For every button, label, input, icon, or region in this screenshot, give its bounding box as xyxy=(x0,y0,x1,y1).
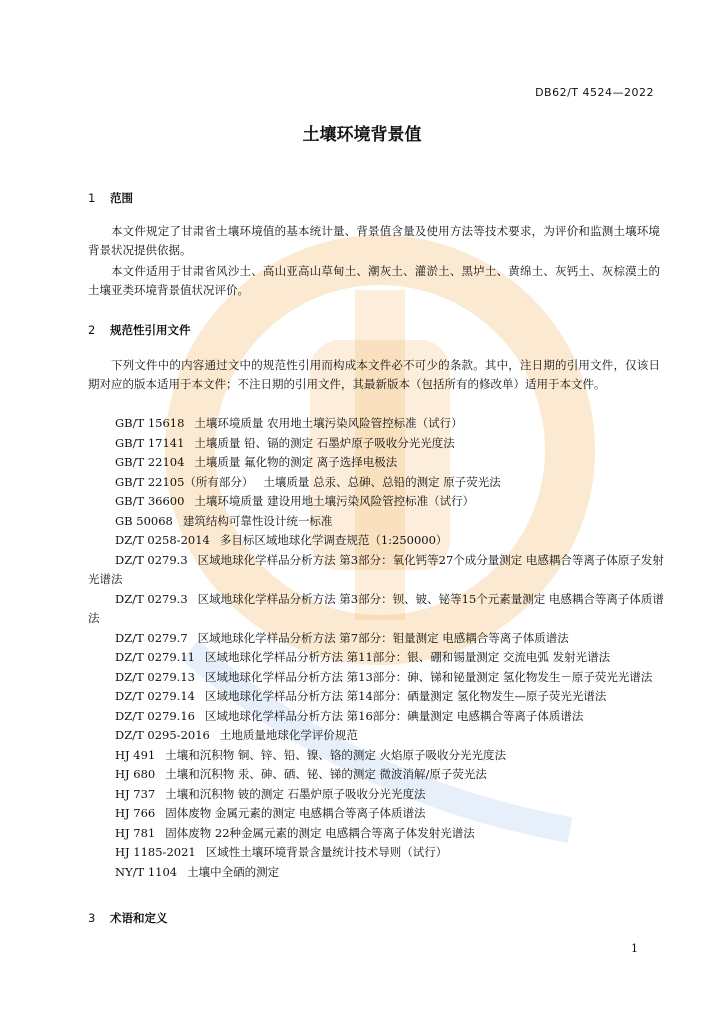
reference-item xyxy=(88,804,668,824)
reference-code: DZ/T 0279.14 xyxy=(115,689,195,703)
reference-code: HJ 680 xyxy=(115,767,156,781)
reference-item xyxy=(88,687,668,707)
reference-code: GB/T 15618 xyxy=(115,416,185,430)
section-number: 1 xyxy=(88,191,96,205)
reference-title: 区域地球化学样品分析方法 第14部分：硒量测定 氢化物发生—原子荧光光谱法 xyxy=(204,689,607,703)
reference-item xyxy=(88,512,668,532)
reference-title: 区域地球化学样品分析方法 第16部分：碘量测定 电感耦合等离子体质谱法 xyxy=(204,708,584,723)
reference-title: 固体废物 22种金属元素的测定 电感耦合等离子体发射光谱法 xyxy=(165,825,475,840)
section-number: 2 xyxy=(88,323,96,337)
reference-item xyxy=(88,453,668,473)
reference-item xyxy=(88,746,668,766)
reference-title: 区域地球化学样品分析方法 第7部分：钼量测定 电感耦合等离子体质谱法 xyxy=(197,630,569,645)
reference-code: HJ 766 xyxy=(115,806,156,820)
reference-code: GB/T 36600 xyxy=(115,494,185,508)
reference-title: 区域地球化学样品分析方法 第3部分：氧化钙等27个成分量测定 电感耦合等离子体原子发射光谱法 xyxy=(88,552,664,586)
reference-item xyxy=(88,492,668,512)
reference-code: HJ 491 xyxy=(115,747,156,762)
reference-list xyxy=(88,414,668,882)
reference-code: HJ 737 xyxy=(115,786,156,801)
reference-title: 区域地球化学样品分析方法 第13部分：砷、锑和铋量测定 氢化物发生－原子荧光光谱法 xyxy=(204,669,653,684)
reference-title: 土壤和沉积物 铜、锌、铅、镍、铬的测定 火焰原子吸收分光光度法 xyxy=(165,747,507,762)
reference-item xyxy=(88,785,668,805)
reference-item xyxy=(88,707,668,727)
reference-item xyxy=(88,863,668,883)
reference-item xyxy=(88,765,668,785)
scope-paragraph: 本文件适用于甘肃省风沙土、高山亚高山草甸土、潮灰土、灌淤土、黑垆土、黄绵土、灰钙土、灰棕漠土的土壤亚类环境背景值状况评价。 xyxy=(88,264,660,297)
reference-title: 土壤中全硒的测定 xyxy=(187,864,280,879)
reference-code: GB/T 22105（所有部分） xyxy=(115,474,254,489)
reference-item xyxy=(88,551,668,590)
reference-title: 区域地球化学样品分析方法 第3部分：钡、铍、铋等15个元素量测定 电感耦合等离子体质谱法 xyxy=(88,591,664,625)
reference-code: HJ 1185-2021 xyxy=(115,845,196,859)
reference-title: 土壤环境质量 农用地土壤污染风险管控标准（试行） xyxy=(194,416,463,430)
section-heading-terms xyxy=(88,910,168,926)
reference-code: DZ/T 0279.3 xyxy=(115,552,188,567)
section-title: 术语和定义 xyxy=(110,911,168,925)
reference-code: GB/T 22104 xyxy=(115,455,185,469)
reference-item xyxy=(88,843,668,863)
reference-title: 土壤和沉积物 汞、砷、硒、铋、锑的测定 微波消解/原子荧光法 xyxy=(165,767,487,781)
reference-item xyxy=(88,726,668,746)
reference-title: 固体废物 金属元素的测定 电感耦合等离子体质谱法 xyxy=(165,806,426,820)
reference-item xyxy=(88,531,668,551)
reference-code: DZ/T 0279.11 xyxy=(115,650,195,664)
reference-code: DZ/T 0279.3 xyxy=(115,591,188,606)
section-title: 范围 xyxy=(110,191,133,205)
reference-code: GB/T 17141 xyxy=(115,435,185,450)
reference-title: 土壤质量 总汞、总砷、总铅的测定 原子荧光法 xyxy=(263,474,501,489)
document-title: 土壤环境背景值 xyxy=(302,125,422,145)
reference-code: DZ/T 0258-2014 xyxy=(115,533,210,547)
reference-code: DZ/T 0279.7 xyxy=(115,630,188,645)
normative-intro-paragraph: 下列文件中的内容通过文中的规范性引用而构成本文件必不可少的条款。其中，注日期的引用文件，仅该日期对应的版本适用于本文件；不注日期的引用文件，其最新版本（包括所有的修改单）适用于本文件。 xyxy=(88,358,660,391)
reference-code: DZ/T 0279.13 xyxy=(115,669,195,684)
reference-title: 土壤环境质量 建设用地土壤污染风险管控标准（试行） xyxy=(194,494,475,508)
reference-title: 建筑结构可靠性设计统一标准 xyxy=(182,513,333,528)
reference-item xyxy=(88,473,668,493)
reference-title: 土壤和沉积物 铍的测定 石墨炉原子吸收分光光度法 xyxy=(165,786,426,801)
reference-item xyxy=(88,590,668,629)
reference-title: 土壤质量 铅、镉的测定 石墨炉原子吸收分光光度法 xyxy=(194,435,455,450)
reference-item xyxy=(88,434,668,454)
reference-title: 土壤质量 氟化物的测定 离子选择电极法 xyxy=(194,455,398,469)
section-heading-normative-references xyxy=(88,322,191,338)
reference-title: 土地质量地球化学评价规范 xyxy=(219,728,358,742)
reference-title: 区域性土壤环境背景含量统计技术导则（试行） xyxy=(205,845,448,859)
reference-title: 区域地球化学样品分析方法 第11部分：银、硼和锡量测定 交流电弧 发射光谱法 xyxy=(204,650,611,664)
reference-code: GB 50068 xyxy=(115,513,173,528)
scope-paragraph: 本文件规定了甘肃省土壤环境值的基本统计量、背景值含量及使用方法等技术要求，为评价和监测土壤环境背景状况提供依据。 xyxy=(88,224,660,257)
reference-title: 多目标区域地球化学调查规范（1:250000） xyxy=(219,533,448,547)
reference-item xyxy=(88,414,668,434)
section-title: 规范性引用文件 xyxy=(110,323,191,337)
reference-code: DZ/T 0279.16 xyxy=(115,708,195,723)
reference-item xyxy=(88,648,668,668)
reference-code: HJ 781 xyxy=(115,825,156,840)
page-number: 1 xyxy=(631,942,638,955)
section-heading-scope xyxy=(88,190,133,206)
section-number: 3 xyxy=(88,911,96,925)
reference-code: DZ/T 0295-2016 xyxy=(115,728,210,742)
reference-item xyxy=(88,824,668,844)
reference-code: NY/T 1104 xyxy=(115,864,178,879)
standard-code: DB62/T 4524—2022 xyxy=(535,86,654,99)
reference-item xyxy=(88,629,668,649)
reference-item xyxy=(88,668,668,688)
